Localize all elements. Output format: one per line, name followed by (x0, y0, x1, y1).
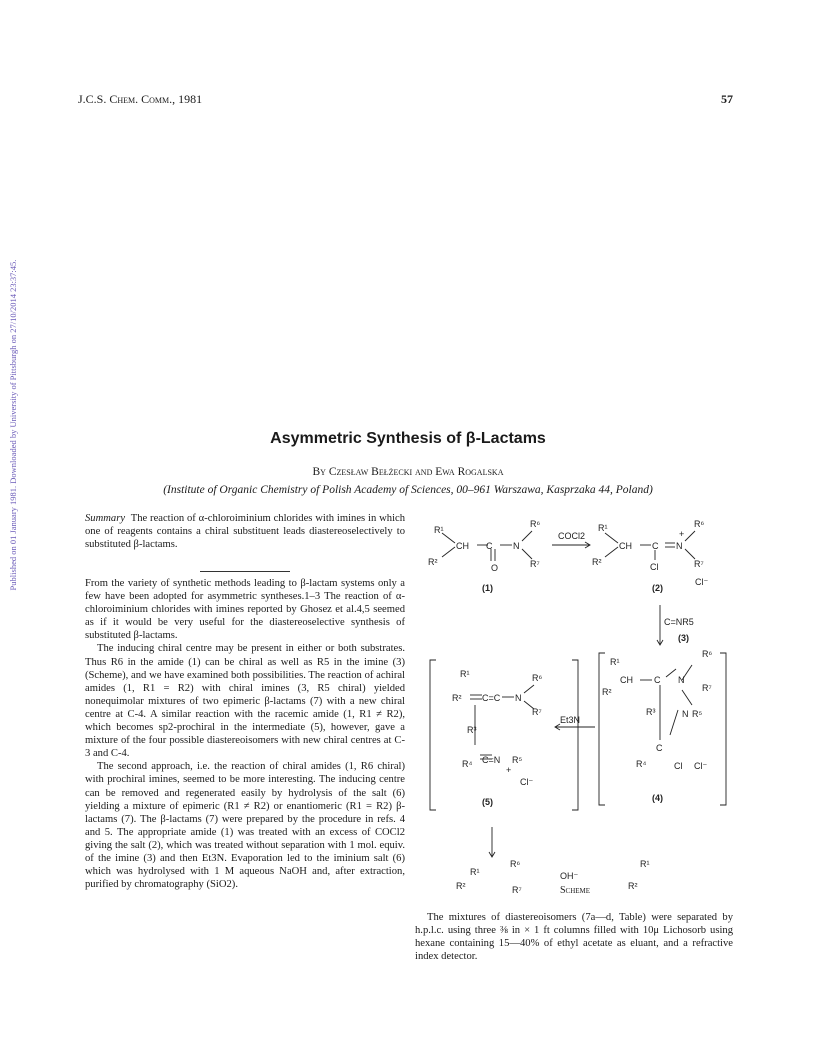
reagent-oh: OH⁻ (560, 871, 579, 881)
svg-text:C=N: C=N (482, 755, 501, 765)
svg-text:N: N (513, 541, 520, 551)
imine-formula: C=NR5 (664, 617, 694, 627)
svg-text:C=C: C=C (482, 693, 501, 703)
running-header: J.C.S. Chem. Comm., 1981 (78, 92, 203, 106)
paragraph-3: The second approach, i.e. the reaction of chiral amides (1, R6 chiral) with prochiral imines, seemed to be more interesting. The inducing centre can be removed and regenerated easily by hydrolysis of the salt (6) yielding a mixture of epimeric (R1 ≠ R2) or enantiomeric (R1 = R2) β-lactams (7). The β-lactams (7) were prepared by the procedure in refs. 4 and 5. The appropriate amide (1) was treated with an excess of COCl2 giving the salt (2), which was treated without separation with 1 mol. equiv. of the imine (3) and then Et3N. Evaporation led to the iminium salt (6) which was hydrolysed with 1 M aqueous NaOH and, after extraction, purified by chromatography (SiO2). (85, 761, 405, 891)
paragraph-2: The inducing chiral centre may be present in either or both substrates. Thus R6 in the amide (1) can be chiral as well as R5 in the imine (3) (Scheme), and we have examined both possibilities. The reaction of achiral amides (1, R1 = R2) with chiral imines (3, R5 chiral) yielded nonequimolar mixtures of two epimeric β-lactams (7) with a new chiral centre at C-4. A similar reaction with the racemic amide (1, R1 ≠ R2), which becomes sp2-prochiral in the intermediate (5), however, gave a mixture of the four possible diastereoisomers with new chiral centres at C-3 and C-4. (85, 643, 405, 760)
summary-text: The reaction of α-chloroiminium chlorides with imines in which one of reagents contains a chiral substituent leads diastereoselectively to substituted β-lactams. (85, 513, 406, 551)
svg-text:C: C (656, 743, 663, 753)
body-column-right (415, 911, 733, 963)
svg-text:C: C (486, 541, 493, 551)
svg-text:R¹: R¹ (434, 525, 444, 535)
svg-text:R⁷: R⁷ (694, 559, 704, 569)
svg-text:R⁶: R⁶ (532, 673, 543, 683)
svg-text:R¹: R¹ (460, 669, 470, 679)
svg-text:C: C (654, 675, 661, 685)
svg-text:R⁶: R⁶ (530, 519, 541, 529)
reagent-cocl2: COCl2 (558, 531, 586, 541)
svg-text:R⁵: R⁵ (692, 709, 703, 719)
svg-text:CH: CH (456, 541, 469, 551)
svg-text:Cl: Cl (650, 562, 659, 572)
svg-text:R²: R² (602, 687, 612, 697)
compound-2-label: (2) (652, 583, 663, 593)
svg-text:R⁴: R⁴ (636, 759, 647, 769)
svg-text:R²: R² (592, 557, 602, 567)
svg-text:R⁶: R⁶ (510, 859, 521, 869)
svg-text:R²: R² (452, 693, 462, 703)
svg-text:R¹: R¹ (610, 657, 620, 667)
download-watermark[interactable]: Published on 01 January 1981. Downloaded by University of Pittsburgh on 27/10/2014 23:37:45. (8, 259, 18, 591)
svg-text:N: N (676, 541, 683, 551)
svg-text:R⁶: R⁶ (702, 649, 713, 659)
compound-5-label: (5) (482, 797, 493, 807)
svg-text:R⁷: R⁷ (512, 885, 522, 895)
svg-text:Cl⁻: Cl⁻ (694, 761, 708, 771)
svg-text:R³: R³ (467, 725, 477, 735)
svg-text:R²: R² (628, 881, 638, 891)
svg-text:R⁷: R⁷ (530, 559, 540, 569)
svg-text:Cl⁻: Cl⁻ (695, 577, 709, 587)
authors: By Czesław Bełżecki and Ewa Rogalska (312, 466, 504, 478)
paragraph-1: From the variety of synthetic methods leading to β-lactam systems only a few have been adopted for asymmetric syntheses.1–3 The reaction of α-chloroiminium chlorides with imines reported by Ghosez et al.4,5 seemed as if it would be very useful for the diastereoselective synthesis of substituted β-lactams. (85, 578, 405, 642)
summary-label: Summary (85, 513, 126, 524)
affiliation: (Institute of Organic Chemistry of Polish Academy of Sciences, 00–961 Warszawa, Kasprzaka 44, Poland) (163, 484, 653, 496)
divider (200, 571, 290, 572)
svg-text:R²: R² (456, 881, 466, 891)
svg-text:R¹: R¹ (640, 859, 650, 869)
svg-text:R¹: R¹ (598, 523, 608, 533)
reaction-scheme (420, 505, 730, 900)
paragraph-4: The mixtures of diastereoisomers (7a—d, Table) were separated by h.p.l.c. using three ⅜ in × 1 ft columns filled with 10μ Lichosorb using hexane containing 15—40% of ethyl acetate as eluant, and a refractive index detector. (415, 912, 733, 963)
body-column-left (85, 577, 405, 891)
svg-text:+: + (679, 529, 685, 539)
svg-text:O: O (491, 563, 499, 573)
svg-text:Cl⁻: Cl⁻ (520, 777, 534, 787)
reagent-et3n: Et3N (560, 715, 581, 725)
svg-text:R¹: R¹ (470, 867, 480, 877)
svg-text:CH: CH (619, 541, 632, 551)
svg-text:C: C (652, 541, 659, 551)
svg-text:+: + (506, 765, 512, 775)
summary (85, 512, 405, 551)
svg-text:R²: R² (428, 557, 438, 567)
svg-text:R⁵: R⁵ (512, 755, 523, 765)
svg-text:R⁶: R⁶ (694, 519, 705, 529)
svg-text:N: N (682, 709, 689, 719)
svg-text:N: N (515, 693, 522, 703)
svg-text:R⁴: R⁴ (462, 759, 473, 769)
svg-text:R⁷: R⁷ (702, 683, 712, 693)
svg-text:R⁷: R⁷ (532, 707, 542, 717)
svg-text:R³: R³ (646, 707, 656, 717)
compound-3-label: (3) (678, 633, 689, 643)
compound-1-label: (1) (482, 583, 493, 593)
svg-text:Cl: Cl (674, 761, 683, 771)
svg-text:CH: CH (620, 675, 633, 685)
scheme-caption: Scheme (559, 885, 591, 896)
compound-4-label: (4) (652, 793, 663, 803)
article-title: Asymmetric Synthesis of β-Lactams (270, 430, 546, 447)
page-number: 57 (721, 92, 733, 106)
svg-text:N: N (678, 675, 685, 685)
